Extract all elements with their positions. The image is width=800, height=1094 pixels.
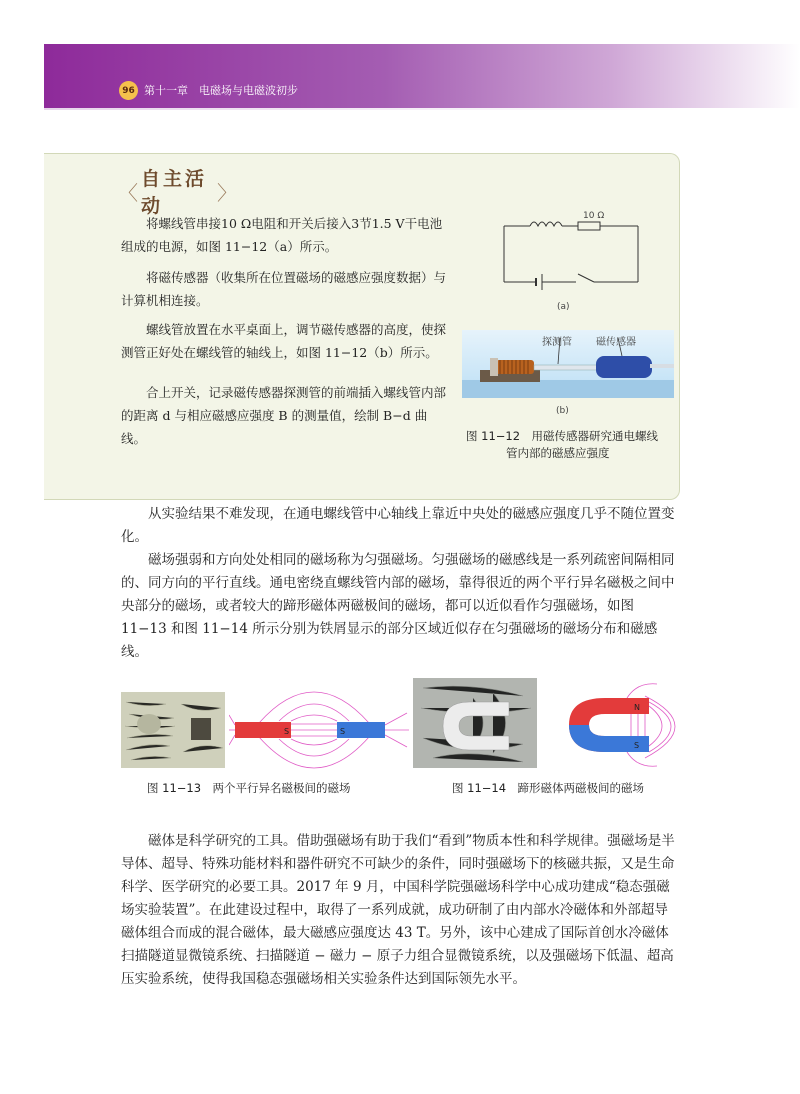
solenoid-symbol: [530, 222, 562, 226]
title-bracket-left: 〈: [118, 180, 141, 205]
horseshoe-lower-blue: [569, 725, 627, 752]
body-paragraph: 磁场强弱和方向处处相同的磁场称为匀强磁场。匀强磁场的磁感线是一系列疏密间隔相同的、同方向的平行直线。通电密绕直螺线管内部的磁场，靠得很近的两个平行异名磁极之间中央部分的磁场，或者较大的蹄形磁体两磁极间的磁场，都可以近似看作匀强磁场，如图 11−13 和图 11−14 所示分别为铁屑显示的部分区域近似存在匀强磁场的磁场分布和磁感线。: [121, 552, 675, 660]
figure-11-13-caption: 图 11−13 两个平行异名磁极间的磁场: [147, 781, 351, 795]
field-lines-parallel-poles: [229, 685, 409, 775]
resistor-symbol: [578, 222, 600, 230]
activity-title-text: 自主活动: [141, 168, 208, 217]
caption-line: 管内部的磁感应强度: [506, 446, 610, 460]
pole-label-left: S: [284, 727, 290, 736]
figure-a-label: (a): [557, 302, 570, 312]
pole-label-right: S: [340, 727, 346, 736]
title-bracket-right: 〉: [217, 180, 240, 205]
chapter-header-bar: [44, 44, 800, 108]
body-paragraph: 磁体是科学研究的工具。借助强磁场有助于我们“看到”物质本性和科学规律。强磁场是半导体、超导、特殊功能材料和器件研究不可缺少的条件，同时强磁场下的核磁共振，又是生命科学、医学研究的必要工具。2017 年 9 月，中国科学院强磁场科学中心成功建成“稳态强磁场实验装置”。在此建设过程中，取得了一系列成就，成功研制了由内部水冷磁体和外部超导磁体组合而成的混合磁体，最大磁感应强度达 43 T。另外，该中心建成了国际首创水冷磁体扫描隧道显微镜系统、扫描隧道 − 磁力 − 原子力组合显微镜系统，以及强磁场下低温、超高压实验系统，使得我国稳态强磁场相关实验条件达到国际领先水平。: [121, 833, 675, 987]
activity-paragraph: 合上开关，记录磁传感器探测管的前端插入螺线管内部的距离 d 与相应磁感应强度 B 的测量值，绘制 B−d 曲线。: [121, 385, 447, 446]
activity-paragraph: 将螺线管串接10 Ω电阻和开关后接入3节1.5 V干电池组成的电源，如图 11−12（a）所示。: [121, 216, 443, 254]
magnet-left-red: [235, 722, 291, 738]
activity-paragraph: 将磁传感器（收集所在位置磁场的磁感应强度数据）与计算机相连接。: [121, 270, 447, 308]
body-paragraph: 从实验结果不难发现，在通电螺线管中心轴线上靠近中央处的磁感应强度几乎不随位置变化。: [121, 506, 675, 545]
chapter-title: 第十一章 电磁场与电磁波初步: [144, 84, 298, 97]
probe-tube: [534, 365, 604, 370]
field-lines-horseshoe: [545, 680, 685, 775]
activity-title: [118, 168, 240, 217]
figure-11-14-caption: 图 11−14 蹄形磁体两磁极间的磁场: [452, 781, 645, 795]
magnetic-sensor: [596, 356, 652, 378]
figure-11-12-caption: [466, 428, 676, 462]
switch-symbol: [578, 274, 594, 282]
caption-line: 图 11−12 用磁传感器研究通电螺线: [466, 429, 659, 443]
pole-label-north: N: [634, 703, 640, 712]
activity-paragraph: 螺线管放置在水平桌面上，调节磁传感器的高度，使探测管正好处在螺线管的轴线上，如图 11−12（b）所示。: [121, 322, 447, 360]
figure-b-label: (b): [556, 406, 569, 416]
pole-label-south: S: [634, 741, 640, 750]
probe-label: 探测管: [542, 337, 572, 348]
resistor-label: 10 Ω: [583, 211, 605, 221]
iron-filings-photo-parallel-poles: [121, 692, 225, 768]
header-divider: [44, 108, 684, 110]
iron-filings-photo-horseshoe: [413, 678, 537, 768]
circuit-diagram: [492, 200, 652, 300]
sensor-label: 磁传感器: [596, 337, 636, 348]
page-number-badge: 96: [119, 81, 138, 100]
